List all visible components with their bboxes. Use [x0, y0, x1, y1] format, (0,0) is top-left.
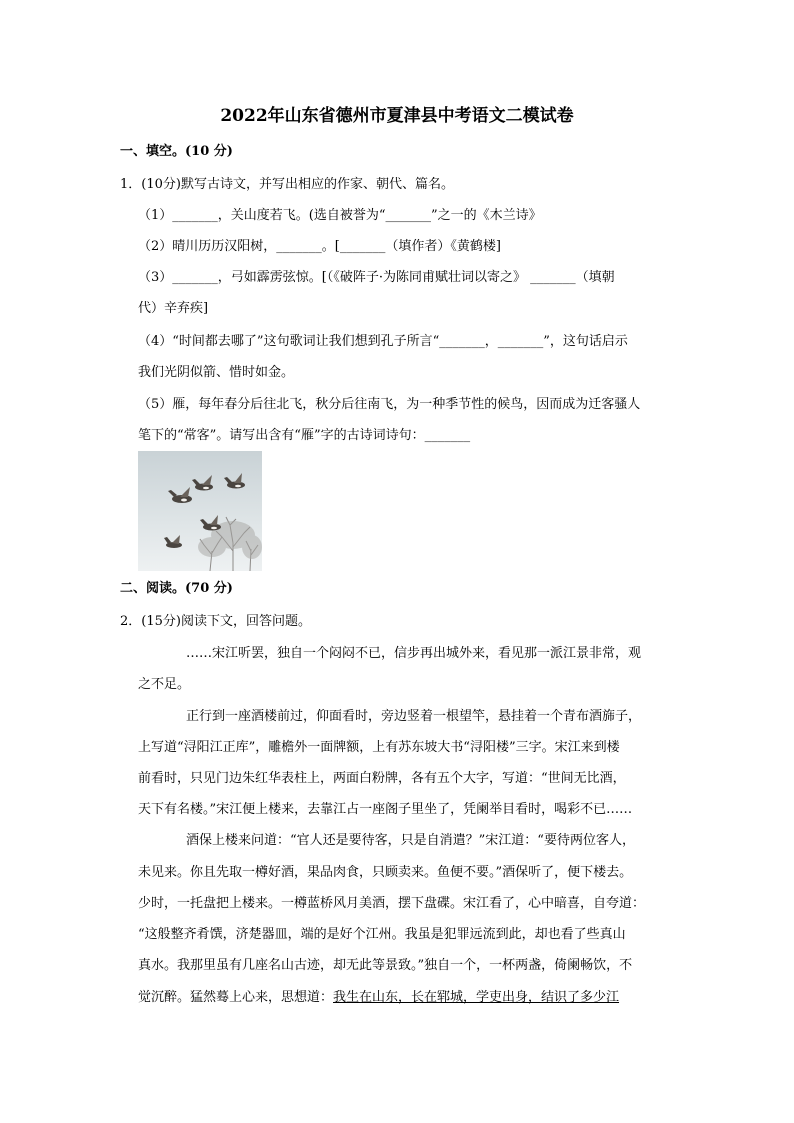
question-1-stem: 1．(10分)默写古诗文，并写出相应的作家、朝代、篇名。 — [120, 177, 454, 192]
passage-paragraph-2-line-4: 天下有名楼。”宋江便上楼来，去靠江占一座阁子里坐了，凭阑举目看时，喝彩不已…… — [138, 802, 633, 817]
passage-paragraph-3-line-2: 未见来。你且先取一樽好酒，果品肉食，只顾卖来。鱼便不要。”酒保听了，便下楼去。 — [138, 865, 633, 880]
passage-text: 觉沉醉。猛然蓦上心来，思想道： — [138, 990, 334, 1005]
passage-paragraph-2-line-3: 前看时，只见门边朱红华表柱上，两面白粉牌，各有五个大字，写道：“世间无比酒， — [138, 771, 626, 786]
passage-paragraph-3-line-3: 少时，一托盘把上楼来。一樽蓝桥风月美酒，摆下盘碟。宋江看了，心中暗喜，自夸道： — [138, 896, 646, 911]
question-1-item-5-cont: 笔下的“常客”。请写出含有“雁”字的古诗词诗句：_______ — [138, 428, 471, 443]
underlined-sentence: 我生在山东，长在郓城，学吏出身，结识了多少江 — [333, 990, 620, 1005]
question-1-item-4: （4）“时间都去哪了”这句歌词让我们想到孔子所言“_______，_______”，这句话启示 — [138, 334, 628, 349]
passage-paragraph-2-line-1: 正行到一座酒楼前过，仰面看时，旁边竖着一根望竿，悬挂着一个青布酒旆子， — [186, 709, 642, 724]
question-1-item-4-cont: 我们光阴似箭、惜时如金。 — [138, 365, 295, 380]
question-1-item-1: （1）_______，关山度若飞。(选自被誉为“_______”之一的《木兰诗》 — [138, 208, 542, 223]
exam-title: 2022年山东省德州市夏津县中考语文二模试卷 — [220, 106, 574, 126]
passage-paragraph-3-line-4: “这般整齐肴馔，济楚器皿，端的是好个江州。我虽是犯罪远流到此，却也看了些真山 — [138, 927, 626, 942]
passage-paragraph-1-line-1: ……宋江听罢，独自一个闷闷不已，信步再出城外来，看见那一派江景非常，观 — [186, 646, 642, 661]
passage-paragraph-1-line-2: 之不足。 — [138, 677, 191, 692]
passage-paragraph-3-line-5: 真水。我那里虽有几座名山古迹，却无此等景致。”独自一个，一杯两盏，倚阑畅饮，不 — [138, 958, 633, 973]
question-1-item-2: （2）晴川历历汉阳树，_______。[_______（填作者）《黄鹤楼] — [138, 239, 501, 254]
passage-paragraph-2-line-2: 上写道“浔阳江正库”，雕檐外一面牌额，上有苏东坡大书“浔阳楼”三字。宋江来到楼 — [138, 740, 620, 755]
geese-photo — [138, 451, 262, 571]
passage-paragraph-3-line-6 — [138, 987, 619, 1009]
passage-paragraph-3-line-1: 酒保上楼来问道：“官人还是要待客，只是自消遣？”宋江道：“要待两位客人， — [186, 833, 635, 848]
question-1-item-3: （3）_______，弓如霹雳弦惊。[（《破阵子·为陈同甫赋壮词以寄之》 _______（填朝 — [138, 270, 615, 285]
question-2-stem: 2．(15分)阅读下文，回答问题。 — [120, 614, 311, 629]
section-heading-fill-in: 一、填空。(10 分) — [120, 144, 233, 159]
section-heading-reading: 二、阅读。(70 分) — [120, 581, 233, 596]
question-1-item-5: （5）雁，每年春分后往北飞，秋分后往南飞，为一种季节性的候鸟，因而成为迁客骚人 — [138, 397, 641, 412]
question-1-item-3-cont: 代）辛弃疾] — [138, 301, 209, 316]
